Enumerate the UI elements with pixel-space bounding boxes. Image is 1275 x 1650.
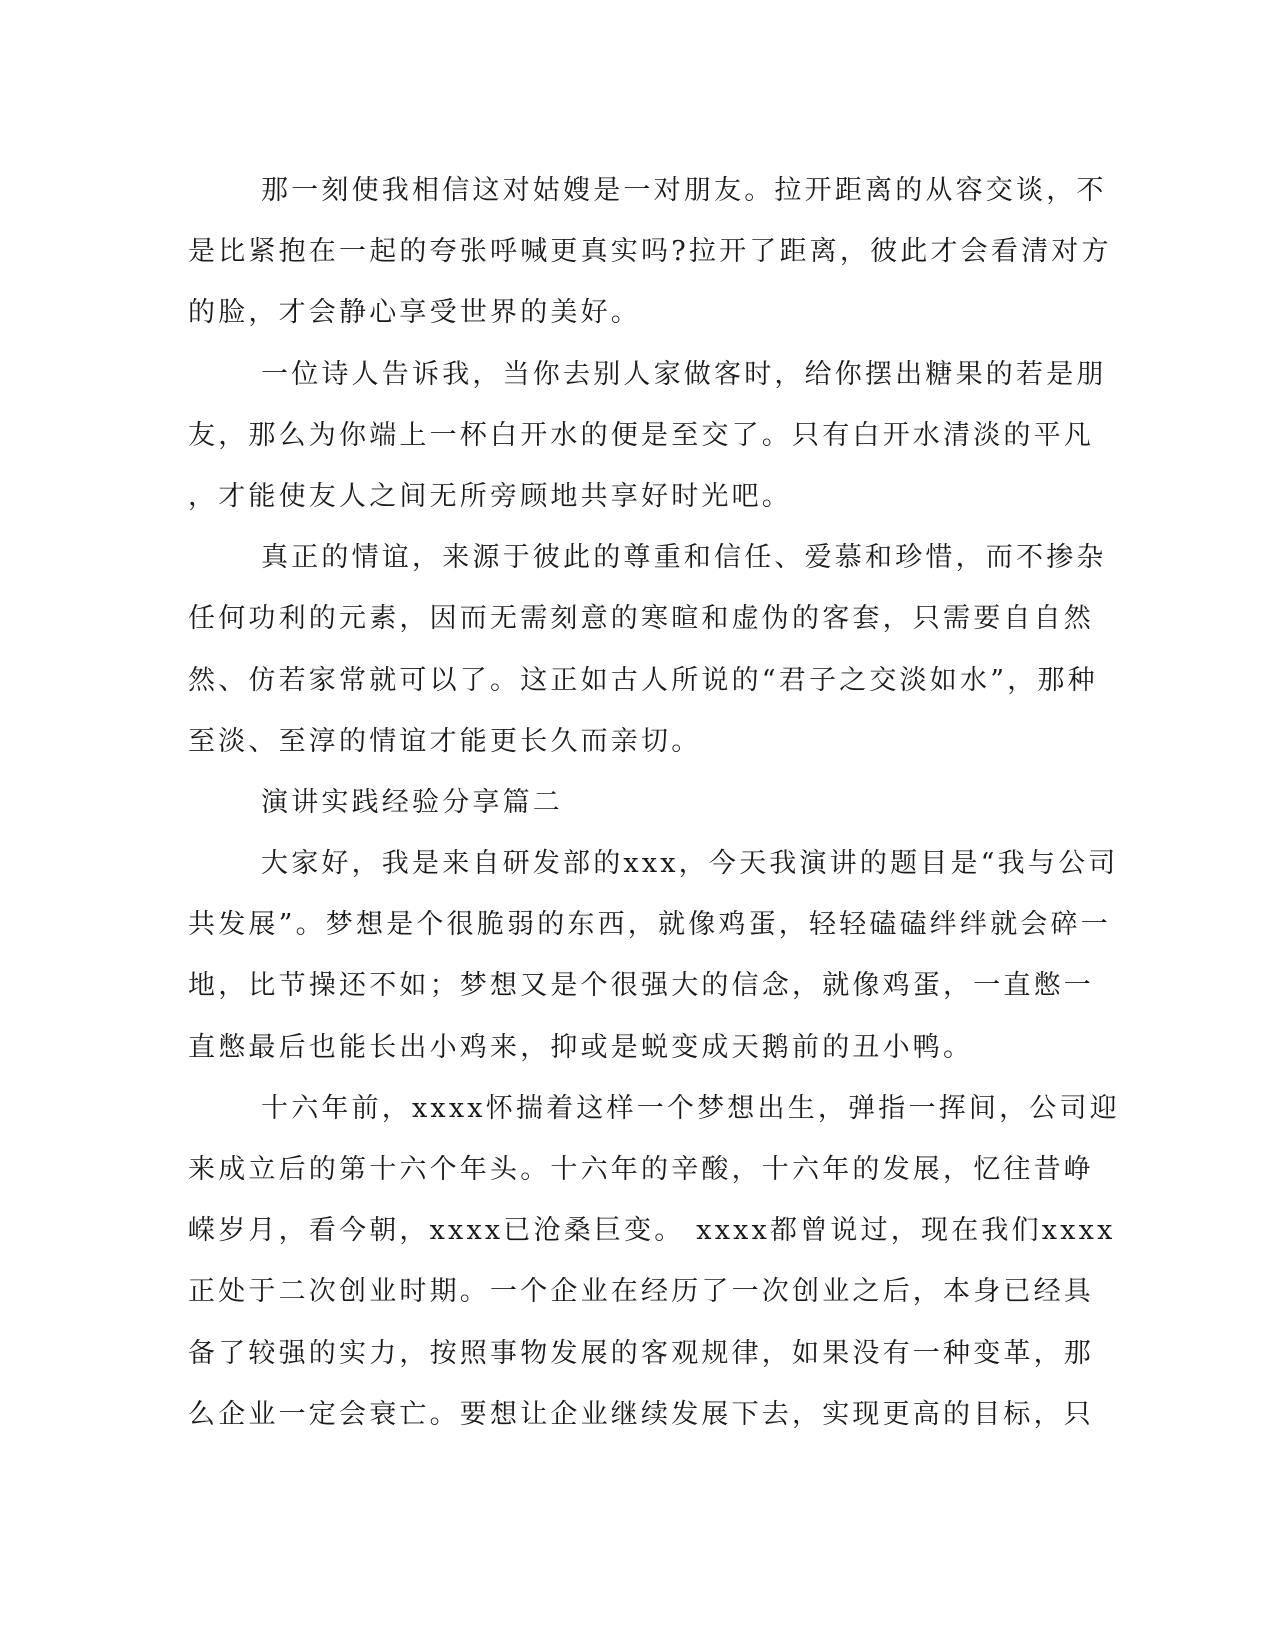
text-line: 那一刻使我相信这对姑嫂是一对朋友。拉开距离的从容交谈，不 xyxy=(261,175,1107,206)
section-heading: 演讲实践经验分享篇二 xyxy=(261,786,563,818)
text-line: 真正的情谊，来源于彼此的尊重和信任、爱慕和珍惜，而不掺杂 xyxy=(261,542,1107,574)
text-line: 来成立后的第十六个年头。十六年的辛酸，十六年的发展，忆往昔峥 xyxy=(188,1154,1094,1185)
text-line: 共发展”。梦想是个很脆弱的东西，就像鸡蛋，轻轻磕磕绊绊就会碎一 xyxy=(188,909,1112,941)
text-line: 然、仿若家常就可以了。这正如古人所说的“君子之交淡如水”，那种 xyxy=(188,664,1098,696)
document-body xyxy=(188,160,1120,1445)
text-line: 的脸，才会静心享受世界的美好。 xyxy=(188,297,641,329)
text-line: 任何功利的元素，因而无需刻意的寒暄和虚伪的客套，只需要自自然 xyxy=(188,603,1094,635)
text-line: 是比紧抱在一起的夸张呼喊更真实吗?拉开了距离，彼此才会看清对方 xyxy=(188,236,1112,268)
text-line: 大家好，我是来自研发部的xxx，今天我演讲的题目是“我与公司 xyxy=(261,848,1119,880)
text-line: 至淡、至淳的情谊才能更长久而亲切。 xyxy=(188,725,702,757)
text-line: 一位诗人告诉我，当你去别人家做客时，给你摆出糖果的若是朋 xyxy=(261,358,1107,390)
text-line: 十六年前，xxxx怀揣着这样一个梦想出生，弹指一挥间，公司迎 xyxy=(261,1092,1120,1124)
text-line: 友，那么为你端上一杯白开水的便是至交了。只有白开水清淡的平凡 xyxy=(188,419,1094,451)
text-line: 直憋最后也能长出小鸡来，抑或是蜕变成天鹅前的丑小鸭。 xyxy=(188,1031,974,1063)
text-line: 备了较强的实力，按照事物发展的客观规律，如果没有一种变革，那 xyxy=(188,1337,1094,1369)
text-line: 地，比节操还不如；梦想又是个很强大的信念，就像鸡蛋，一直憋一 xyxy=(188,970,1094,1002)
text-line: 正处于二次创业时期。一个企业在经历了一次创业之后，本身已经具 xyxy=(188,1276,1094,1308)
text-line: ，才能使友人之间无所旁顾地共享好时光吧。 xyxy=(188,480,792,512)
text-line: 么企业一定会衰亡。要想让企业继续发展下去，实现更高的目标，只 xyxy=(188,1398,1094,1430)
text-line: 嵘岁月，看今朝，xxxx已沧桑巨变。 xxxx都曾说过，现在我们xxxx xyxy=(188,1215,1116,1247)
